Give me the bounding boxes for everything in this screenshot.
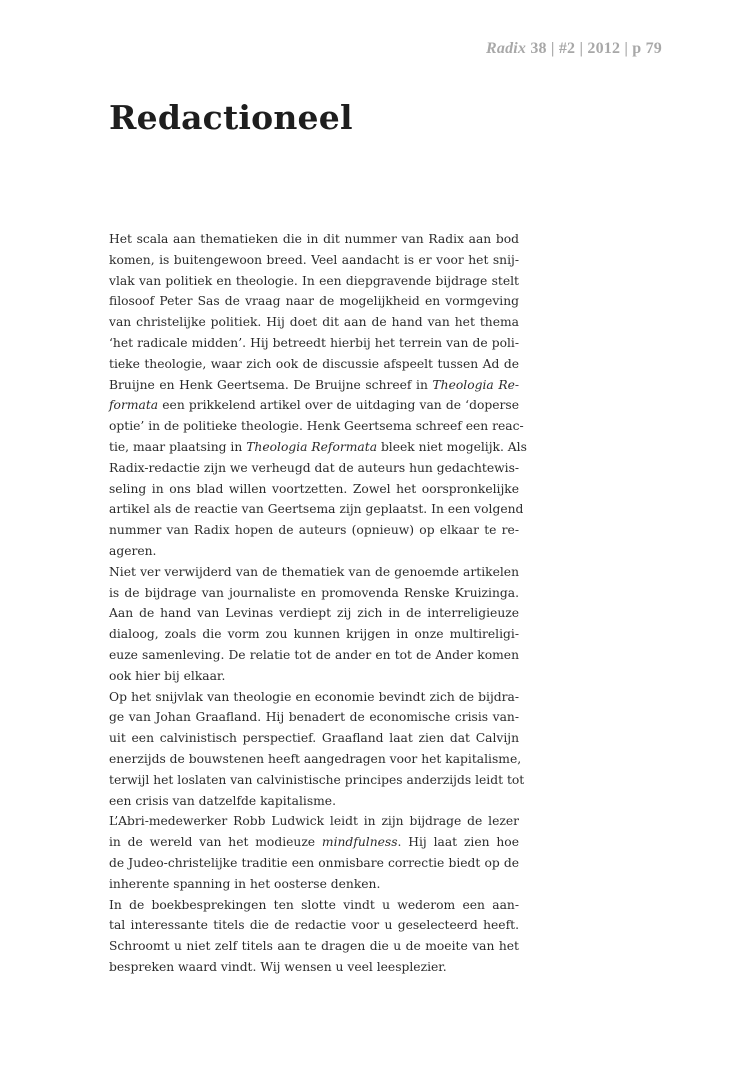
text-line: [109, 915, 519, 936]
text-segment: tieke theologie, waar zich ook de discussie afspeelt tussen Ad de: [109, 356, 519, 371]
text-segment: nummer van Radix hopen de auteurs (opnieuw) op elkaar te re-: [109, 523, 519, 538]
text-segment: Op het snijvlak van theologie en economie bevindt zich de bijdra-: [109, 689, 519, 704]
text-segment: in de wereld van het modieuze: [109, 835, 322, 850]
text-line: [109, 520, 519, 541]
text-line: [109, 687, 519, 708]
text-segment: ageren.: [109, 543, 157, 558]
text-line: [109, 416, 524, 437]
text-segment: . Hij laat zien hoe: [397, 835, 519, 850]
text-line: [109, 874, 519, 895]
paragraph: [109, 562, 519, 687]
paragraph: [109, 687, 525, 812]
text-line: [109, 229, 519, 250]
text-line: [109, 728, 519, 749]
text-line: [109, 957, 519, 978]
text-segment: enerzijds de bouwstenen heeft aangedragen voor het kapitalisme,: [109, 751, 522, 766]
text-segment: terwijl het loslaten van calvinistische principes anderzijds leidt tot: [109, 772, 525, 787]
text-line: [109, 458, 519, 479]
text-line: [109, 250, 519, 271]
running-head: [486, 40, 662, 58]
text-line: [109, 291, 519, 312]
text-line: [109, 541, 519, 562]
italic-text: Theologia Reformata: [246, 439, 378, 454]
text-segment: Het scala aan thematieken die in dit nummer van Radix aan bod: [109, 232, 519, 246]
text-line: [109, 312, 519, 333]
text-line: [109, 791, 519, 812]
text-segment: Radix-redactie zijn we verheugd dat de auteurs hun gedachtewis-: [109, 460, 520, 475]
paragraph: [109, 229, 527, 562]
text-segment: L’Abri-medewerker Robb Ludwick leidt in zijn bijdrage de lezer: [109, 814, 519, 829]
text-line: [109, 936, 519, 957]
text-line: [109, 895, 519, 916]
text-segment: ook hier bij elkaar.: [109, 668, 226, 683]
text-segment: filosoof Peter Sas de vraag naar de mogelijkheid en vormgeving: [109, 294, 519, 309]
text-line: [109, 811, 519, 832]
text-segment: Aan de hand van Levinas verdiept zij zich in de interreligieuze: [109, 606, 519, 621]
text-line: [109, 749, 522, 770]
text-segment: optie’ in de politieke theologie. Henk Geertsema schreef een reac-: [109, 419, 524, 434]
text-segment: inherente spanning in het oosterse denken.: [109, 876, 381, 891]
text-line: [109, 603, 519, 624]
text-segment: bespreken waard vindt. Wij wensen u veel leesplezier.: [109, 959, 447, 974]
text-line: [109, 354, 519, 375]
text-line: [109, 499, 524, 520]
text-segment: uit een calvinistisch perspectief. Graafland laat zien dat Calvijn: [109, 731, 519, 746]
text-segment: van christelijke politiek. Hij doet dit aan de hand van het thema: [109, 315, 519, 330]
text-line: [109, 645, 519, 666]
text-segment: Bruijne en Henk Geertsema. De Bruijne schreef in: [109, 377, 433, 392]
paragraph: [109, 895, 519, 978]
text-line: [109, 333, 519, 354]
text-segment: de Judeo-christelijke traditie een onmisbare correctie biedt op de: [109, 855, 519, 870]
text-line: [109, 770, 525, 791]
text-line: [109, 624, 519, 645]
text-segment: is de bijdrage van journaliste en promovenda Renske Kruizinga.: [109, 585, 519, 600]
text-segment: bleek niet mogelijk. Als: [377, 439, 527, 454]
text-segment: In de boekbesprekingen ten slotte vindt u wederom een aan-: [109, 897, 519, 912]
text-line: [109, 271, 519, 292]
text-segment: tal interessante titels die de redactie voor u geselecteerd heeft.: [109, 918, 519, 933]
journal-name: Radix: [486, 40, 527, 57]
text-line: [109, 375, 519, 396]
text-segment: Schroomt u niet zelf titels aan te dragen die u de moeite van het: [109, 939, 519, 954]
text-segment: een prikkelend artikel over de uitdaging van de ‘doperse: [158, 398, 519, 413]
italic-text: Theologia Re-: [432, 377, 520, 392]
text-segment: ge van Johan Graafland. Hij benadert de economische crisis van-: [109, 710, 519, 725]
paragraph: [109, 811, 519, 894]
text-line: [109, 583, 519, 604]
text-line: [109, 479, 519, 500]
text-segment: vlak van politiek en theologie. In een diepgravende bijdrage stelt: [109, 273, 519, 288]
text-segment: dialoog, zoals die vorm zou kunnen krijgen in onze multireligi-: [109, 627, 519, 642]
issue-details: 38 | #2 | 2012 | p 79: [526, 40, 662, 57]
text-segment: tie, maar plaatsing in: [109, 439, 247, 454]
text-segment: euze samenleving. De relatie tot de ander en tot de Ander komen: [109, 647, 519, 662]
page-title: Redactioneel: [109, 98, 353, 137]
text-segment: Niet ver verwijderd van de thematiek van de genoemde artikelen: [109, 564, 519, 579]
text-segment: ‘het radicale midden’. Hij betreedt hierbij het terrein van de poli-: [109, 335, 519, 350]
text-line: [109, 562, 519, 583]
text-segment: een crisis van datzelfde kapitalisme.: [109, 793, 336, 808]
text-segment: komen, is buitengewoon breed. Veel aandacht is er voor het snij-: [109, 252, 519, 267]
text-segment: seling in ons blad willen voortzetten. Zowel het oorspronkelijke: [109, 481, 519, 496]
text-line: [109, 666, 519, 687]
italic-text: formata: [109, 398, 159, 413]
text-line: [109, 707, 519, 728]
editorial-body: [109, 229, 527, 978]
text-segment: artikel als de reactie van Geertsema zijn geplaatst. In een volgend: [109, 502, 524, 517]
text-line: [109, 437, 527, 458]
text-line: [109, 853, 519, 874]
italic-text: mindfulness: [321, 835, 398, 850]
text-line: [109, 832, 519, 853]
text-line: [109, 395, 519, 416]
